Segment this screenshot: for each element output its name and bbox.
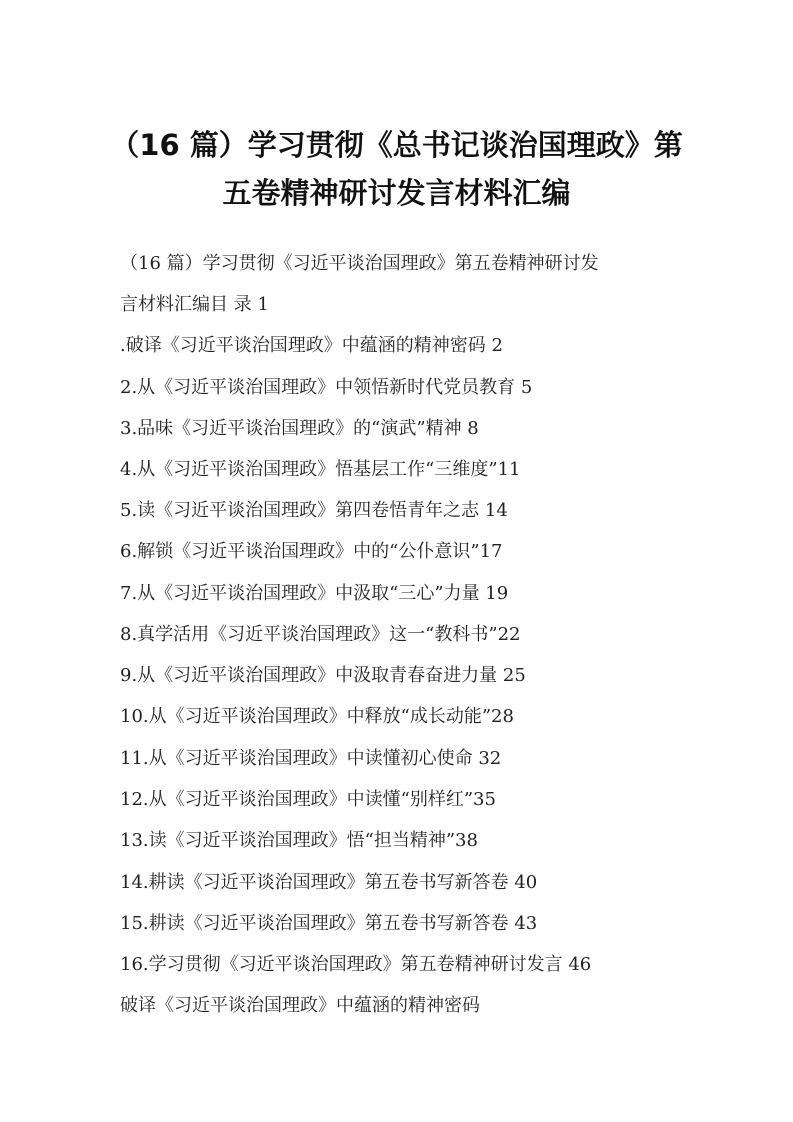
toc-item-4: 4.从《习近平谈治国理政》悟基层工作“三维度”11 (120, 459, 521, 480)
intro-line-2: 言材料汇编目 录 1 (120, 294, 269, 315)
section-heading: 破译《习近平谈治国理政》中蕴涵的精神密码 (120, 995, 480, 1016)
toc-item-8: 8.真学活用《习近平谈治国理政》这一“教科书”22 (120, 624, 521, 645)
toc-item-7: 7.从《习近平谈治国理政》中汲取“三心”力量 19 (120, 583, 509, 604)
toc-item-5: 5.读《习近平谈治国理政》第四卷悟青年之志 14 (120, 500, 508, 521)
toc-item-15: 15.耕读《习近平谈治国理政》第五卷书写新答卷 43 (120, 913, 538, 934)
toc-item-12: 12.从《习近平谈治国理政》中读懂“别样红”35 (120, 789, 496, 810)
toc-item-2: 2.从《习近平谈治国理政》中领悟新时代党员教育 5 (120, 377, 533, 398)
intro-line-1: （16 篇）学习贯彻《习近平谈治国理政》第五卷精神研讨发 (120, 253, 599, 274)
toc-item-14: 14.耕读《习近平谈治国理政》第五卷书写新答卷 40 (120, 872, 538, 893)
toc-item-3: 3.品味《习近平谈治国理政》的“演武”精神 8 (120, 418, 479, 439)
document-title-line-1: （16 篇）学习贯彻《总书记谈治国理政》第 (110, 128, 683, 162)
document-title-line-2: 五卷精神研讨发言材料汇编 (222, 176, 571, 210)
toc-item-11: 11.从《习近平谈治国理政》中读懂初心使命 32 (120, 748, 502, 769)
toc-item-10: 10.从《习近平谈治国理政》中释放“成长动能”28 (120, 706, 514, 727)
toc-item-6: 6.解锁《习近平谈治国理政》中的“公仆意识”17 (120, 541, 503, 562)
toc-item-13: 13.读《习近平谈治国理政》悟“担当精神”38 (120, 830, 478, 851)
toc-item-1: .破译《习近平谈治国理政》中蕴涵的精神密码 2 (120, 335, 503, 356)
toc-item-16: 16.学习贯彻《习近平谈治国理政》第五卷精神研讨发言 46 (120, 954, 592, 975)
toc-item-9: 9.从《习近平谈治国理政》中汲取青春奋进力量 25 (120, 665, 526, 686)
